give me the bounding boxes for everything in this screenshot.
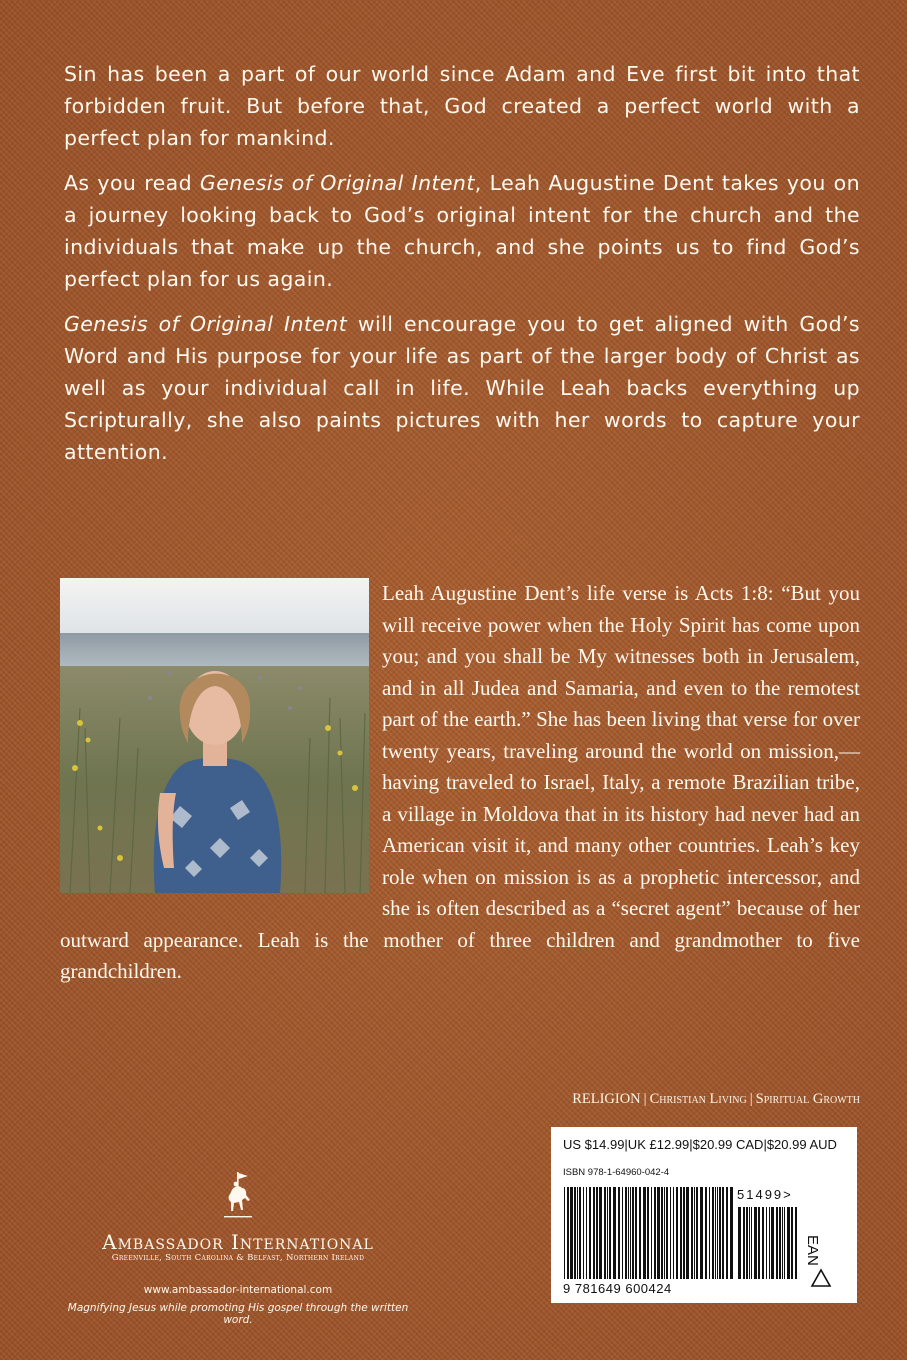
barcode-bar <box>680 1187 682 1279</box>
barcode-bar <box>776 1207 778 1279</box>
author-bio-text: Leah Augustine Dent’s life verse is Acts 1:8: “But you will receive power when the Holy Spirit has come upon you; and you shall be My witnesses both in Jerusalem, and in all Judea and Samaria, and even to the remotest part of the earth.” She has been living that verse for over twenty years, traveling around the world on mission,—having traveled to Israel, Italy, a remote Brazilian tribe, a village in Moldova that in its history had never had an American visit it, and many other countries. Leah’s key role when on mission is as a prophetic intercessor, and she is often described as a “secret agent” because of her outward appearance. Leah is the mother of three children and grandmother to five grandchildren. <box>60 581 860 983</box>
barcode-bar <box>567 1187 569 1279</box>
barcode-bar <box>622 1187 623 1279</box>
barcode-bar <box>696 1187 698 1279</box>
barcode-bar <box>613 1187 616 1279</box>
barcode-bar <box>643 1187 646 1279</box>
barcode-bar <box>787 1207 790 1279</box>
barcode-bar <box>719 1187 721 1279</box>
barcode-bar <box>570 1187 573 1279</box>
category-christian-living: Christian Living <box>649 1091 747 1107</box>
publisher-url[interactable]: www.ambassador-international.com <box>143 1284 333 1296</box>
barcode-bar <box>730 1187 733 1279</box>
barcode-bar <box>766 1207 767 1279</box>
barcode-bar <box>635 1187 637 1279</box>
barcode-bar <box>664 1187 665 1279</box>
barcode-bar <box>657 1187 660 1279</box>
blurb-p2-lead: As you read <box>64 171 200 195</box>
triangle-icon <box>810 1268 832 1288</box>
publisher-logo-knight-icon <box>218 1170 258 1222</box>
barcode-bar <box>683 1187 685 1279</box>
blurb-p2-rest: , Leah Augustine Dent takes you on a journey looking back to God’s original intent for the church and the individuals that make up the church, and she points us to find God’s perfect plan for us again. <box>64 171 860 291</box>
barcode-bar <box>639 1187 641 1279</box>
barcode-bar <box>791 1207 793 1279</box>
ean-label: EAN <box>804 1235 821 1266</box>
publisher-locations: Greenville, South Carolina & Belfast, Northern Ireland <box>111 1253 365 1263</box>
barcode-bar <box>609 1187 611 1279</box>
barcode-bar <box>661 1187 663 1279</box>
barcode-bar <box>686 1187 689 1279</box>
barcode-bar <box>628 1187 629 1279</box>
barcode-bar <box>694 1187 695 1279</box>
addon-digits: 51499> <box>737 1187 793 1202</box>
barcode-bar <box>596 1187 598 1279</box>
blurb-paragraph-3 <box>64 308 860 468</box>
barcode-bar <box>593 1187 595 1279</box>
book-title-italic: Genesis of Original Intent <box>64 312 348 336</box>
category-religion: RELIGION <box>572 1091 641 1107</box>
barcode-bar <box>589 1187 591 1279</box>
barcode-bar <box>784 1207 785 1279</box>
barcode-bar <box>670 1187 671 1279</box>
price-line: US $14.99|UK £12.99|$20.99 CAD|$20.99 AUD <box>563 1137 837 1152</box>
barcode-bar <box>717 1187 718 1279</box>
barcode-bar <box>712 1187 714 1279</box>
blurb-p3-rest: will encourage you to get aligned with God’s Word and His purpose for your life as part of the larger body of Christ as well as your individual call in life. While Leah backs everything up Scripturally, she also paints pictures with her words to capture your attention. <box>64 312 860 464</box>
barcode-panel <box>551 1127 857 1303</box>
barcode-bar <box>769 1207 770 1279</box>
barcode-bar <box>630 1187 631 1279</box>
barcode-digits: 9 781649 600424 <box>563 1281 672 1296</box>
barcode-bar <box>647 1187 649 1279</box>
barcode-bar <box>651 1187 652 1279</box>
category-line <box>514 1091 860 1108</box>
barcode-bar <box>762 1207 764 1279</box>
barcode-bar <box>604 1187 606 1279</box>
barcode-bar <box>583 1187 584 1279</box>
barcode-bar <box>607 1187 608 1279</box>
barcode-bar <box>673 1187 674 1279</box>
barcode-bar <box>625 1187 627 1279</box>
barcode-bar <box>577 1187 578 1279</box>
addon-barcode-icon <box>737 1207 801 1279</box>
back-cover-blurb <box>64 58 860 481</box>
barcode-bar <box>676 1187 678 1279</box>
barcode-bar <box>709 1187 710 1279</box>
barcode-bar <box>779 1207 781 1279</box>
blurb-paragraph-2 <box>64 167 860 295</box>
category-separator: | <box>749 1091 753 1107</box>
barcode-bar <box>599 1187 602 1279</box>
publisher-name: Ambassador International <box>102 1230 374 1254</box>
barcode-bar <box>564 1187 565 1279</box>
barcode-bar <box>749 1207 750 1279</box>
book-title-italic: Genesis of Original Intent <box>199 171 475 195</box>
barcode-bar <box>715 1187 716 1279</box>
barcode-bar <box>746 1207 748 1279</box>
barcode-bar <box>754 1207 757 1279</box>
barcode-bar <box>691 1187 693 1279</box>
barcode-bar <box>579 1187 581 1279</box>
category-spiritual-growth: Spiritual Growth <box>755 1091 860 1107</box>
barcode-bar <box>726 1187 728 1279</box>
barcode-bar <box>795 1207 797 1279</box>
category-separator: | <box>643 1091 647 1107</box>
barcode-bar <box>743 1207 745 1279</box>
barcode-bar <box>738 1207 741 1279</box>
publisher-block <box>58 1170 418 1326</box>
photo-wrap-spacer <box>60 578 382 896</box>
barcode-bar <box>666 1187 668 1279</box>
barcode-bar <box>632 1187 634 1279</box>
barcode-bar <box>758 1207 760 1279</box>
barcode-bar <box>771 1207 774 1279</box>
barcode-bar <box>751 1207 752 1279</box>
author-bio <box>60 578 860 988</box>
barcode-bar <box>574 1187 576 1279</box>
isbn-text: ISBN 978-1-64960-042-4 <box>563 1167 670 1178</box>
barcode-bar <box>618 1187 620 1279</box>
isbn-barcode-icon <box>563 1187 733 1279</box>
blurb-paragraph-1: Sin has been a part of our world since Adam and Eve first bit into that forbidden fruit. But before that, God created a perfect world with a perfect plan for mankind. <box>64 62 860 150</box>
barcode-bar <box>654 1187 656 1279</box>
barcode-bar <box>722 1187 724 1279</box>
barcode-bar <box>586 1187 587 1279</box>
barcode-bar <box>705 1187 707 1279</box>
barcode-bar <box>782 1207 783 1279</box>
barcode-bar <box>700 1187 703 1279</box>
publisher-tagline: Magnifying Jesus while promoting His gospel through the written word. <box>67 1302 409 1326</box>
